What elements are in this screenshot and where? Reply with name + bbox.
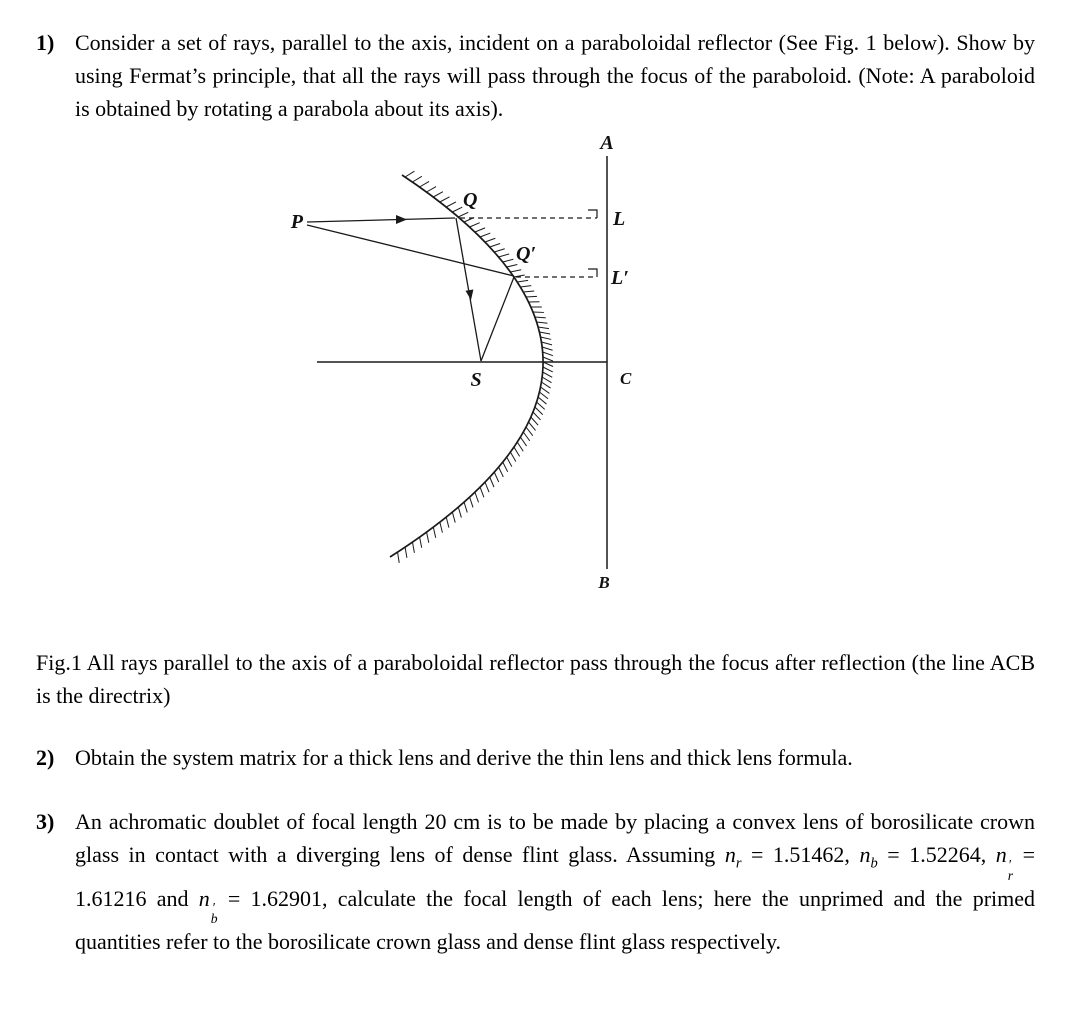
problem-2 xyxy=(36,741,1035,774)
problem-1-text: Consider a set of rays, parallel to the axis, incident on a paraboloidal reflector (See Fig. 1 below). Show by using Fermat’s principle, that all the rays will pass through the focus of the paraboloid. (Note: A paraboloid is obtained by rotating a parabola about its axis). xyxy=(75,30,1035,121)
label-q-prime: Q′ xyxy=(516,243,537,265)
reflected-ray-q-prime xyxy=(481,277,514,361)
problem-3 xyxy=(36,805,1035,958)
problem-3-number: 3) xyxy=(36,809,55,834)
label-l: L xyxy=(613,208,626,230)
figure-1 xyxy=(280,129,1035,618)
problem-2-number: 2) xyxy=(36,745,55,770)
figure-1-caption: Fig.1 All rays parallel to the axis of a paraboloidal reflector pass through the focus after reflection (the line ACB is the directrix) xyxy=(36,650,1035,708)
reflected-ray-q xyxy=(456,218,481,361)
label-p: P xyxy=(290,211,303,233)
arrowhead-incident-ray xyxy=(396,215,407,224)
right-angle-mark-l-prime xyxy=(588,269,597,277)
label-b: B xyxy=(598,573,610,592)
label-l-prime: L′ xyxy=(611,267,629,289)
problem-1-number: 1) xyxy=(36,30,55,55)
parabola-curve xyxy=(390,175,543,557)
problem-1 xyxy=(36,26,1035,125)
label-c: C xyxy=(620,369,632,388)
label-a: A xyxy=(600,132,614,154)
right-angle-mark-l xyxy=(588,210,597,218)
figure-1-diagram xyxy=(280,129,680,609)
problem-3-text: An achromatic doublet of focal length 20 cm is to be made by placing a convex lens of borosilicate crown glass in contact with a diverging lens of dense flint glass. Assuming $n_r = 1.51462$, $n_b = 1.52264$, n ′ r = 1.61216 and n ′ b = 1.62901, calculate the focal length of each lens; here the unprimed and the primed quantities refer to the borosilicate crown glass and dense flint glass respectively. xyxy=(75,809,1036,955)
label-s: S xyxy=(470,369,482,391)
hatch-marks xyxy=(398,171,554,563)
incident-ray xyxy=(307,218,455,222)
problem-2-text: Obtain the system matrix for a thick lens and derive the thin lens and thick lens formula. xyxy=(75,745,853,770)
incident-ray-2 xyxy=(307,225,514,276)
label-q: Q xyxy=(463,189,478,211)
